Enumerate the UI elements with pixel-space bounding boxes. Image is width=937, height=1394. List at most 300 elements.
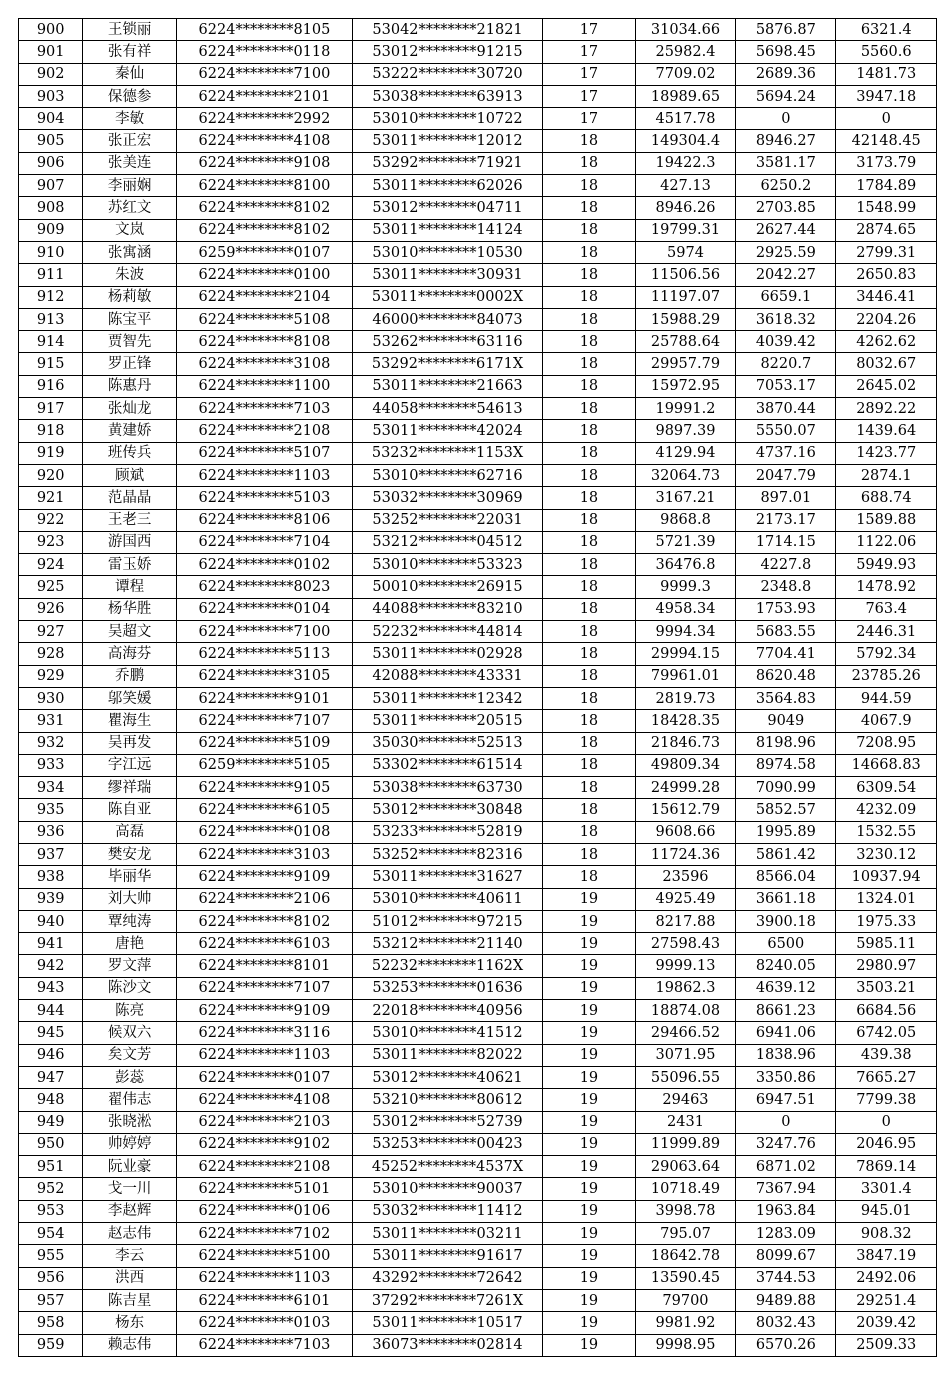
cell-amount-3: 1589.88 bbox=[836, 509, 937, 531]
cell-serial: 938 bbox=[19, 866, 83, 888]
cell-name: 张正宏 bbox=[83, 130, 177, 152]
cell-id-number: 53010********10530 bbox=[352, 241, 542, 263]
table-row bbox=[19, 866, 937, 888]
cell-amount-2: 1283.09 bbox=[736, 1223, 836, 1245]
cell-bank-card: 6224********1100 bbox=[176, 375, 352, 397]
cell-name: 帅婷婷 bbox=[83, 1133, 177, 1155]
cell-amount-1: 11197.07 bbox=[635, 286, 736, 308]
table-row bbox=[19, 264, 937, 286]
table-row bbox=[19, 509, 937, 531]
cell-amount-1: 2431 bbox=[635, 1111, 736, 1133]
cell-name: 翟伟志 bbox=[83, 1089, 177, 1111]
cell-bank-card: 6224********0103 bbox=[176, 1312, 352, 1334]
cell-group: 19 bbox=[543, 1156, 636, 1178]
cell-serial: 924 bbox=[19, 554, 83, 576]
cell-group: 19 bbox=[543, 955, 636, 977]
cell-amount-1: 11506.56 bbox=[635, 264, 736, 286]
cell-id-number: 53011********62026 bbox=[352, 175, 542, 197]
cell-amount-3: 2204.26 bbox=[836, 308, 937, 330]
cell-bank-card: 6224********0107 bbox=[176, 1066, 352, 1088]
cell-name: 候双六 bbox=[83, 1022, 177, 1044]
cell-amount-3: 2446.31 bbox=[836, 621, 937, 643]
cell-id-number: 53233********52819 bbox=[352, 821, 542, 843]
cell-name: 张寓涵 bbox=[83, 241, 177, 263]
cell-id-number: 45252********4537X bbox=[352, 1156, 542, 1178]
cell-amount-1: 15612.79 bbox=[635, 799, 736, 821]
cell-serial: 934 bbox=[19, 777, 83, 799]
cell-amount-3: 6742.05 bbox=[836, 1022, 937, 1044]
cell-amount-1: 9998.95 bbox=[635, 1334, 736, 1356]
cell-name: 瞿海生 bbox=[83, 710, 177, 732]
table-row bbox=[19, 41, 937, 63]
cell-serial: 952 bbox=[19, 1178, 83, 1200]
cell-bank-card: 6224********1103 bbox=[176, 1044, 352, 1066]
cell-id-number: 53011********10517 bbox=[352, 1312, 542, 1334]
table-row bbox=[19, 1111, 937, 1133]
cell-name: 贾智先 bbox=[83, 331, 177, 353]
cell-amount-2: 2042.27 bbox=[736, 264, 836, 286]
cell-group: 18 bbox=[543, 710, 636, 732]
cell-name: 陈吉星 bbox=[83, 1289, 177, 1311]
cell-serial: 925 bbox=[19, 576, 83, 598]
cell-amount-3: 29251.4 bbox=[836, 1289, 937, 1311]
cell-amount-2: 6250.2 bbox=[736, 175, 836, 197]
cell-amount-1: 9994.34 bbox=[635, 621, 736, 643]
cell-bank-card: 6259********0107 bbox=[176, 241, 352, 263]
cell-amount-1: 4925.49 bbox=[635, 888, 736, 910]
cell-amount-1: 29994.15 bbox=[635, 643, 736, 665]
cell-bank-card: 6224********7107 bbox=[176, 977, 352, 999]
table-row bbox=[19, 152, 937, 174]
table-row bbox=[19, 777, 937, 799]
cell-name: 文岚 bbox=[83, 219, 177, 241]
table-row bbox=[19, 375, 937, 397]
cell-id-number: 53252********22031 bbox=[352, 509, 542, 531]
cell-serial: 939 bbox=[19, 888, 83, 910]
table-row bbox=[19, 1334, 937, 1356]
table-row bbox=[19, 598, 937, 620]
cell-amount-1: 55096.55 bbox=[635, 1066, 736, 1088]
cell-bank-card: 6224********3108 bbox=[176, 353, 352, 375]
cell-amount-3: 6321.4 bbox=[836, 19, 937, 41]
cell-amount-2: 4737.16 bbox=[736, 442, 836, 464]
cell-group: 18 bbox=[543, 175, 636, 197]
cell-id-number: 53253********00423 bbox=[352, 1133, 542, 1155]
cell-group: 18 bbox=[543, 219, 636, 241]
cell-amount-1: 9999.13 bbox=[635, 955, 736, 977]
cell-amount-2: 7090.99 bbox=[736, 777, 836, 799]
table-row bbox=[19, 710, 937, 732]
cell-amount-1: 18642.78 bbox=[635, 1245, 736, 1267]
cell-id-number: 53012********40621 bbox=[352, 1066, 542, 1088]
cell-name: 李云 bbox=[83, 1245, 177, 1267]
cell-name: 王锁丽 bbox=[83, 19, 177, 41]
cell-amount-2: 2925.59 bbox=[736, 241, 836, 263]
table-row bbox=[19, 621, 937, 643]
table-row bbox=[19, 1156, 937, 1178]
cell-serial: 911 bbox=[19, 264, 83, 286]
cell-amount-3: 3503.21 bbox=[836, 977, 937, 999]
cell-bank-card: 6224********9109 bbox=[176, 866, 352, 888]
table-row bbox=[19, 286, 937, 308]
cell-serial: 940 bbox=[19, 910, 83, 932]
cell-bank-card: 6224********5113 bbox=[176, 643, 352, 665]
cell-amount-3: 6684.56 bbox=[836, 1000, 937, 1022]
cell-amount-1: 31034.66 bbox=[635, 19, 736, 41]
table-row bbox=[19, 1044, 937, 1066]
cell-amount-1: 9608.66 bbox=[635, 821, 736, 843]
cell-group: 18 bbox=[543, 777, 636, 799]
cell-serial: 956 bbox=[19, 1267, 83, 1289]
cell-amount-3: 3230.12 bbox=[836, 843, 937, 865]
cell-name: 苏红文 bbox=[83, 197, 177, 219]
cell-amount-2: 7053.17 bbox=[736, 375, 836, 397]
cell-name: 阮业豪 bbox=[83, 1156, 177, 1178]
cell-amount-3: 3947.18 bbox=[836, 85, 937, 107]
cell-amount-2: 4639.12 bbox=[736, 977, 836, 999]
cell-amount-2: 3618.32 bbox=[736, 308, 836, 330]
cell-name: 李敏 bbox=[83, 108, 177, 130]
cell-bank-card: 6224********7104 bbox=[176, 531, 352, 553]
cell-name: 黄建娇 bbox=[83, 420, 177, 442]
cell-id-number: 53210********80612 bbox=[352, 1089, 542, 1111]
cell-group: 18 bbox=[543, 509, 636, 531]
cell-serial: 943 bbox=[19, 977, 83, 999]
cell-group: 18 bbox=[543, 799, 636, 821]
cell-serial: 928 bbox=[19, 643, 83, 665]
cell-amount-1: 36476.8 bbox=[635, 554, 736, 576]
cell-serial: 906 bbox=[19, 152, 83, 174]
table-row bbox=[19, 754, 937, 776]
table-row bbox=[19, 1089, 937, 1111]
cell-amount-2: 5683.55 bbox=[736, 621, 836, 643]
cell-name: 朱波 bbox=[83, 264, 177, 286]
cell-group: 18 bbox=[543, 754, 636, 776]
cell-name: 赖志伟 bbox=[83, 1334, 177, 1356]
cell-amount-3: 2874.1 bbox=[836, 464, 937, 486]
cell-amount-3: 7665.27 bbox=[836, 1066, 937, 1088]
table-row bbox=[19, 63, 937, 85]
cell-serial: 901 bbox=[19, 41, 83, 63]
cell-name: 王老三 bbox=[83, 509, 177, 531]
cell-bank-card: 6224********3103 bbox=[176, 843, 352, 865]
cell-amount-1: 19799.31 bbox=[635, 219, 736, 241]
cell-group: 19 bbox=[543, 1022, 636, 1044]
cell-amount-3: 3173.79 bbox=[836, 152, 937, 174]
cell-group: 18 bbox=[543, 375, 636, 397]
cell-bank-card: 6224********2106 bbox=[176, 888, 352, 910]
cell-bank-card: 6224********5107 bbox=[176, 442, 352, 464]
cell-id-number: 53012********04711 bbox=[352, 197, 542, 219]
cell-bank-card: 6224********8101 bbox=[176, 955, 352, 977]
cell-amount-3: 763.4 bbox=[836, 598, 937, 620]
cell-amount-2: 3350.86 bbox=[736, 1066, 836, 1088]
data-table bbox=[18, 18, 937, 1357]
cell-bank-card: 6224********0100 bbox=[176, 264, 352, 286]
cell-amount-3: 2039.42 bbox=[836, 1312, 937, 1334]
cell-name: 刘大帅 bbox=[83, 888, 177, 910]
cell-group: 19 bbox=[543, 1312, 636, 1334]
cell-amount-3: 1784.89 bbox=[836, 175, 937, 197]
cell-amount-1: 24999.28 bbox=[635, 777, 736, 799]
cell-serial: 920 bbox=[19, 464, 83, 486]
cell-group: 18 bbox=[543, 464, 636, 486]
cell-group: 18 bbox=[543, 241, 636, 263]
cell-amount-3: 2650.83 bbox=[836, 264, 937, 286]
cell-amount-1: 4517.78 bbox=[635, 108, 736, 130]
cell-name: 唐艳 bbox=[83, 933, 177, 955]
cell-id-number: 53302********61514 bbox=[352, 754, 542, 776]
table-row bbox=[19, 1066, 937, 1088]
cell-amount-2: 5852.57 bbox=[736, 799, 836, 821]
cell-name: 毕丽华 bbox=[83, 866, 177, 888]
cell-amount-3: 2980.97 bbox=[836, 955, 937, 977]
cell-amount-1: 3998.78 bbox=[635, 1200, 736, 1222]
cell-amount-2: 6659.1 bbox=[736, 286, 836, 308]
cell-amount-2: 2348.8 bbox=[736, 576, 836, 598]
cell-amount-3: 4067.9 bbox=[836, 710, 937, 732]
cell-bank-card: 6224********7103 bbox=[176, 398, 352, 420]
table-row bbox=[19, 933, 937, 955]
table-row bbox=[19, 19, 937, 41]
cell-bank-card: 6224********2108 bbox=[176, 1156, 352, 1178]
cell-amount-3: 10937.94 bbox=[836, 866, 937, 888]
table-row bbox=[19, 420, 937, 442]
cell-amount-3: 1423.77 bbox=[836, 442, 937, 464]
cell-id-number: 53232********1153X bbox=[352, 442, 542, 464]
cell-amount-1: 18989.65 bbox=[635, 85, 736, 107]
cell-name: 顾斌 bbox=[83, 464, 177, 486]
cell-id-number: 53011********82022 bbox=[352, 1044, 542, 1066]
cell-id-number: 22018********40956 bbox=[352, 1000, 542, 1022]
cell-group: 19 bbox=[543, 1267, 636, 1289]
cell-serial: 933 bbox=[19, 754, 83, 776]
cell-id-number: 53011********42024 bbox=[352, 420, 542, 442]
cell-id-number: 53038********63730 bbox=[352, 777, 542, 799]
cell-serial: 950 bbox=[19, 1133, 83, 1155]
cell-id-number: 43292********72642 bbox=[352, 1267, 542, 1289]
cell-id-number: 53212********21140 bbox=[352, 933, 542, 955]
cell-amount-1: 15988.29 bbox=[635, 308, 736, 330]
cell-amount-3: 439.38 bbox=[836, 1044, 937, 1066]
cell-id-number: 46000********84073 bbox=[352, 308, 542, 330]
cell-amount-2: 1753.93 bbox=[736, 598, 836, 620]
cell-id-number: 53262********63116 bbox=[352, 331, 542, 353]
cell-name: 吴再发 bbox=[83, 732, 177, 754]
cell-bank-card: 6224********8023 bbox=[176, 576, 352, 598]
cell-amount-1: 49809.34 bbox=[635, 754, 736, 776]
cell-serial: 922 bbox=[19, 509, 83, 531]
cell-bank-card: 6224********5109 bbox=[176, 732, 352, 754]
cell-id-number: 53011********20515 bbox=[352, 710, 542, 732]
cell-bank-card: 6224********7107 bbox=[176, 710, 352, 732]
cell-amount-1: 8946.26 bbox=[635, 197, 736, 219]
table-row bbox=[19, 1022, 937, 1044]
cell-amount-2: 9489.88 bbox=[736, 1289, 836, 1311]
cell-bank-card: 6224********0102 bbox=[176, 554, 352, 576]
cell-serial: 951 bbox=[19, 1156, 83, 1178]
cell-group: 18 bbox=[543, 286, 636, 308]
cell-id-number: 53012********52739 bbox=[352, 1111, 542, 1133]
cell-amount-2: 5861.42 bbox=[736, 843, 836, 865]
cell-group: 19 bbox=[543, 1044, 636, 1066]
cell-group: 19 bbox=[543, 933, 636, 955]
table-row bbox=[19, 1245, 937, 1267]
table-row bbox=[19, 1000, 937, 1022]
cell-id-number: 53010********40611 bbox=[352, 888, 542, 910]
cell-amount-3: 5985.11 bbox=[836, 933, 937, 955]
cell-serial: 917 bbox=[19, 398, 83, 420]
cell-group: 18 bbox=[543, 197, 636, 219]
cell-id-number: 53253********01636 bbox=[352, 977, 542, 999]
table-row bbox=[19, 442, 937, 464]
cell-amount-1: 23596 bbox=[635, 866, 736, 888]
table-row bbox=[19, 108, 937, 130]
cell-id-number: 53010********90037 bbox=[352, 1178, 542, 1200]
cell-serial: 959 bbox=[19, 1334, 83, 1356]
cell-id-number: 53252********82316 bbox=[352, 843, 542, 865]
cell-amount-2: 5694.24 bbox=[736, 85, 836, 107]
cell-group: 18 bbox=[543, 130, 636, 152]
cell-bank-card: 6224********0106 bbox=[176, 1200, 352, 1222]
table-row bbox=[19, 1200, 937, 1222]
cell-amount-3: 2492.06 bbox=[836, 1267, 937, 1289]
cell-amount-3: 23785.26 bbox=[836, 665, 937, 687]
table-row bbox=[19, 197, 937, 219]
cell-amount-1: 427.13 bbox=[635, 175, 736, 197]
cell-name: 洪西 bbox=[83, 1267, 177, 1289]
cell-amount-1: 21846.73 bbox=[635, 732, 736, 754]
cell-amount-2: 8198.96 bbox=[736, 732, 836, 754]
cell-name: 张晓淞 bbox=[83, 1111, 177, 1133]
cell-bank-card: 6224********2992 bbox=[176, 108, 352, 130]
cell-amount-2: 3870.44 bbox=[736, 398, 836, 420]
cell-bank-card: 6224********8102 bbox=[176, 219, 352, 241]
cell-group: 18 bbox=[543, 821, 636, 843]
cell-group: 19 bbox=[543, 1223, 636, 1245]
cell-group: 17 bbox=[543, 41, 636, 63]
cell-id-number: 36073********02814 bbox=[352, 1334, 542, 1356]
cell-amount-3: 3446.41 bbox=[836, 286, 937, 308]
cell-amount-2: 0 bbox=[736, 1111, 836, 1133]
cell-name: 陈宝平 bbox=[83, 308, 177, 330]
cell-amount-1: 4129.94 bbox=[635, 442, 736, 464]
cell-name: 班传兵 bbox=[83, 442, 177, 464]
cell-bank-card: 6224********8100 bbox=[176, 175, 352, 197]
cell-group: 18 bbox=[543, 643, 636, 665]
cell-serial: 955 bbox=[19, 1245, 83, 1267]
cell-name: 杨莉敏 bbox=[83, 286, 177, 308]
cell-amount-3: 2046.95 bbox=[836, 1133, 937, 1155]
cell-amount-2: 5876.87 bbox=[736, 19, 836, 41]
cell-amount-3: 1532.55 bbox=[836, 821, 937, 843]
cell-name: 张有祥 bbox=[83, 41, 177, 63]
cell-id-number: 53032********11412 bbox=[352, 1200, 542, 1222]
cell-amount-2: 6871.02 bbox=[736, 1156, 836, 1178]
cell-id-number: 52232********44814 bbox=[352, 621, 542, 643]
table-row bbox=[19, 241, 937, 263]
cell-id-number: 53010********41512 bbox=[352, 1022, 542, 1044]
cell-serial: 905 bbox=[19, 130, 83, 152]
cell-amount-3: 1439.64 bbox=[836, 420, 937, 442]
cell-amount-2: 8099.67 bbox=[736, 1245, 836, 1267]
cell-name: 李丽娴 bbox=[83, 175, 177, 197]
cell-amount-1: 9868.8 bbox=[635, 509, 736, 531]
cell-bank-card: 6224********7100 bbox=[176, 63, 352, 85]
cell-bank-card: 6224********2104 bbox=[176, 286, 352, 308]
cell-id-number: 50010********26915 bbox=[352, 576, 542, 598]
table-row bbox=[19, 1267, 937, 1289]
cell-group: 19 bbox=[543, 1000, 636, 1022]
table-row bbox=[19, 955, 937, 977]
table-row bbox=[19, 1289, 937, 1311]
cell-amount-3: 945.01 bbox=[836, 1200, 937, 1222]
cell-group: 18 bbox=[543, 308, 636, 330]
cell-id-number: 53012********30848 bbox=[352, 799, 542, 821]
cell-bank-card: 6259********5105 bbox=[176, 754, 352, 776]
cell-amount-2: 9049 bbox=[736, 710, 836, 732]
cell-amount-3: 5560.6 bbox=[836, 41, 937, 63]
cell-name: 谭程 bbox=[83, 576, 177, 598]
cell-name: 保德参 bbox=[83, 85, 177, 107]
table-row bbox=[19, 398, 937, 420]
table-row bbox=[19, 843, 937, 865]
cell-id-number: 35030********52513 bbox=[352, 732, 542, 754]
cell-group: 19 bbox=[543, 1245, 636, 1267]
cell-name: 高海芬 bbox=[83, 643, 177, 665]
cell-amount-2: 3581.17 bbox=[736, 152, 836, 174]
table-row bbox=[19, 1223, 937, 1245]
table-row bbox=[19, 464, 937, 486]
cell-amount-2: 3744.53 bbox=[736, 1267, 836, 1289]
cell-amount-3: 2892.22 bbox=[836, 398, 937, 420]
cell-amount-2: 1838.96 bbox=[736, 1044, 836, 1066]
cell-id-number: 42088********43331 bbox=[352, 665, 542, 687]
cell-amount-3: 3301.4 bbox=[836, 1178, 937, 1200]
cell-id-number: 53011********14124 bbox=[352, 219, 542, 241]
cell-amount-1: 18874.08 bbox=[635, 1000, 736, 1022]
cell-id-number: 53042********21821 bbox=[352, 19, 542, 41]
cell-group: 18 bbox=[543, 665, 636, 687]
cell-group: 19 bbox=[543, 1200, 636, 1222]
table-row bbox=[19, 487, 937, 509]
cell-name: 游国西 bbox=[83, 531, 177, 553]
cell-serial: 908 bbox=[19, 197, 83, 219]
cell-group: 18 bbox=[543, 866, 636, 888]
cell-bank-card: 6224********9101 bbox=[176, 687, 352, 709]
cell-id-number: 53011********30931 bbox=[352, 264, 542, 286]
cell-amount-1: 9897.39 bbox=[635, 420, 736, 442]
cell-group: 18 bbox=[543, 554, 636, 576]
cell-group: 17 bbox=[543, 63, 636, 85]
table-row bbox=[19, 643, 937, 665]
cell-group: 17 bbox=[543, 19, 636, 41]
cell-name: 陈亮 bbox=[83, 1000, 177, 1022]
cell-group: 19 bbox=[543, 888, 636, 910]
cell-group: 18 bbox=[543, 331, 636, 353]
cell-bank-card: 6224********8105 bbox=[176, 19, 352, 41]
cell-group: 18 bbox=[543, 442, 636, 464]
cell-serial: 954 bbox=[19, 1223, 83, 1245]
cell-bank-card: 6224********2108 bbox=[176, 420, 352, 442]
cell-name: 戈一川 bbox=[83, 1178, 177, 1200]
cell-name: 陈沙文 bbox=[83, 977, 177, 999]
cell-serial: 947 bbox=[19, 1066, 83, 1088]
cell-id-number: 52232********1162X bbox=[352, 955, 542, 977]
cell-serial: 958 bbox=[19, 1312, 83, 1334]
cell-serial: 929 bbox=[19, 665, 83, 687]
cell-name: 李赵辉 bbox=[83, 1200, 177, 1222]
